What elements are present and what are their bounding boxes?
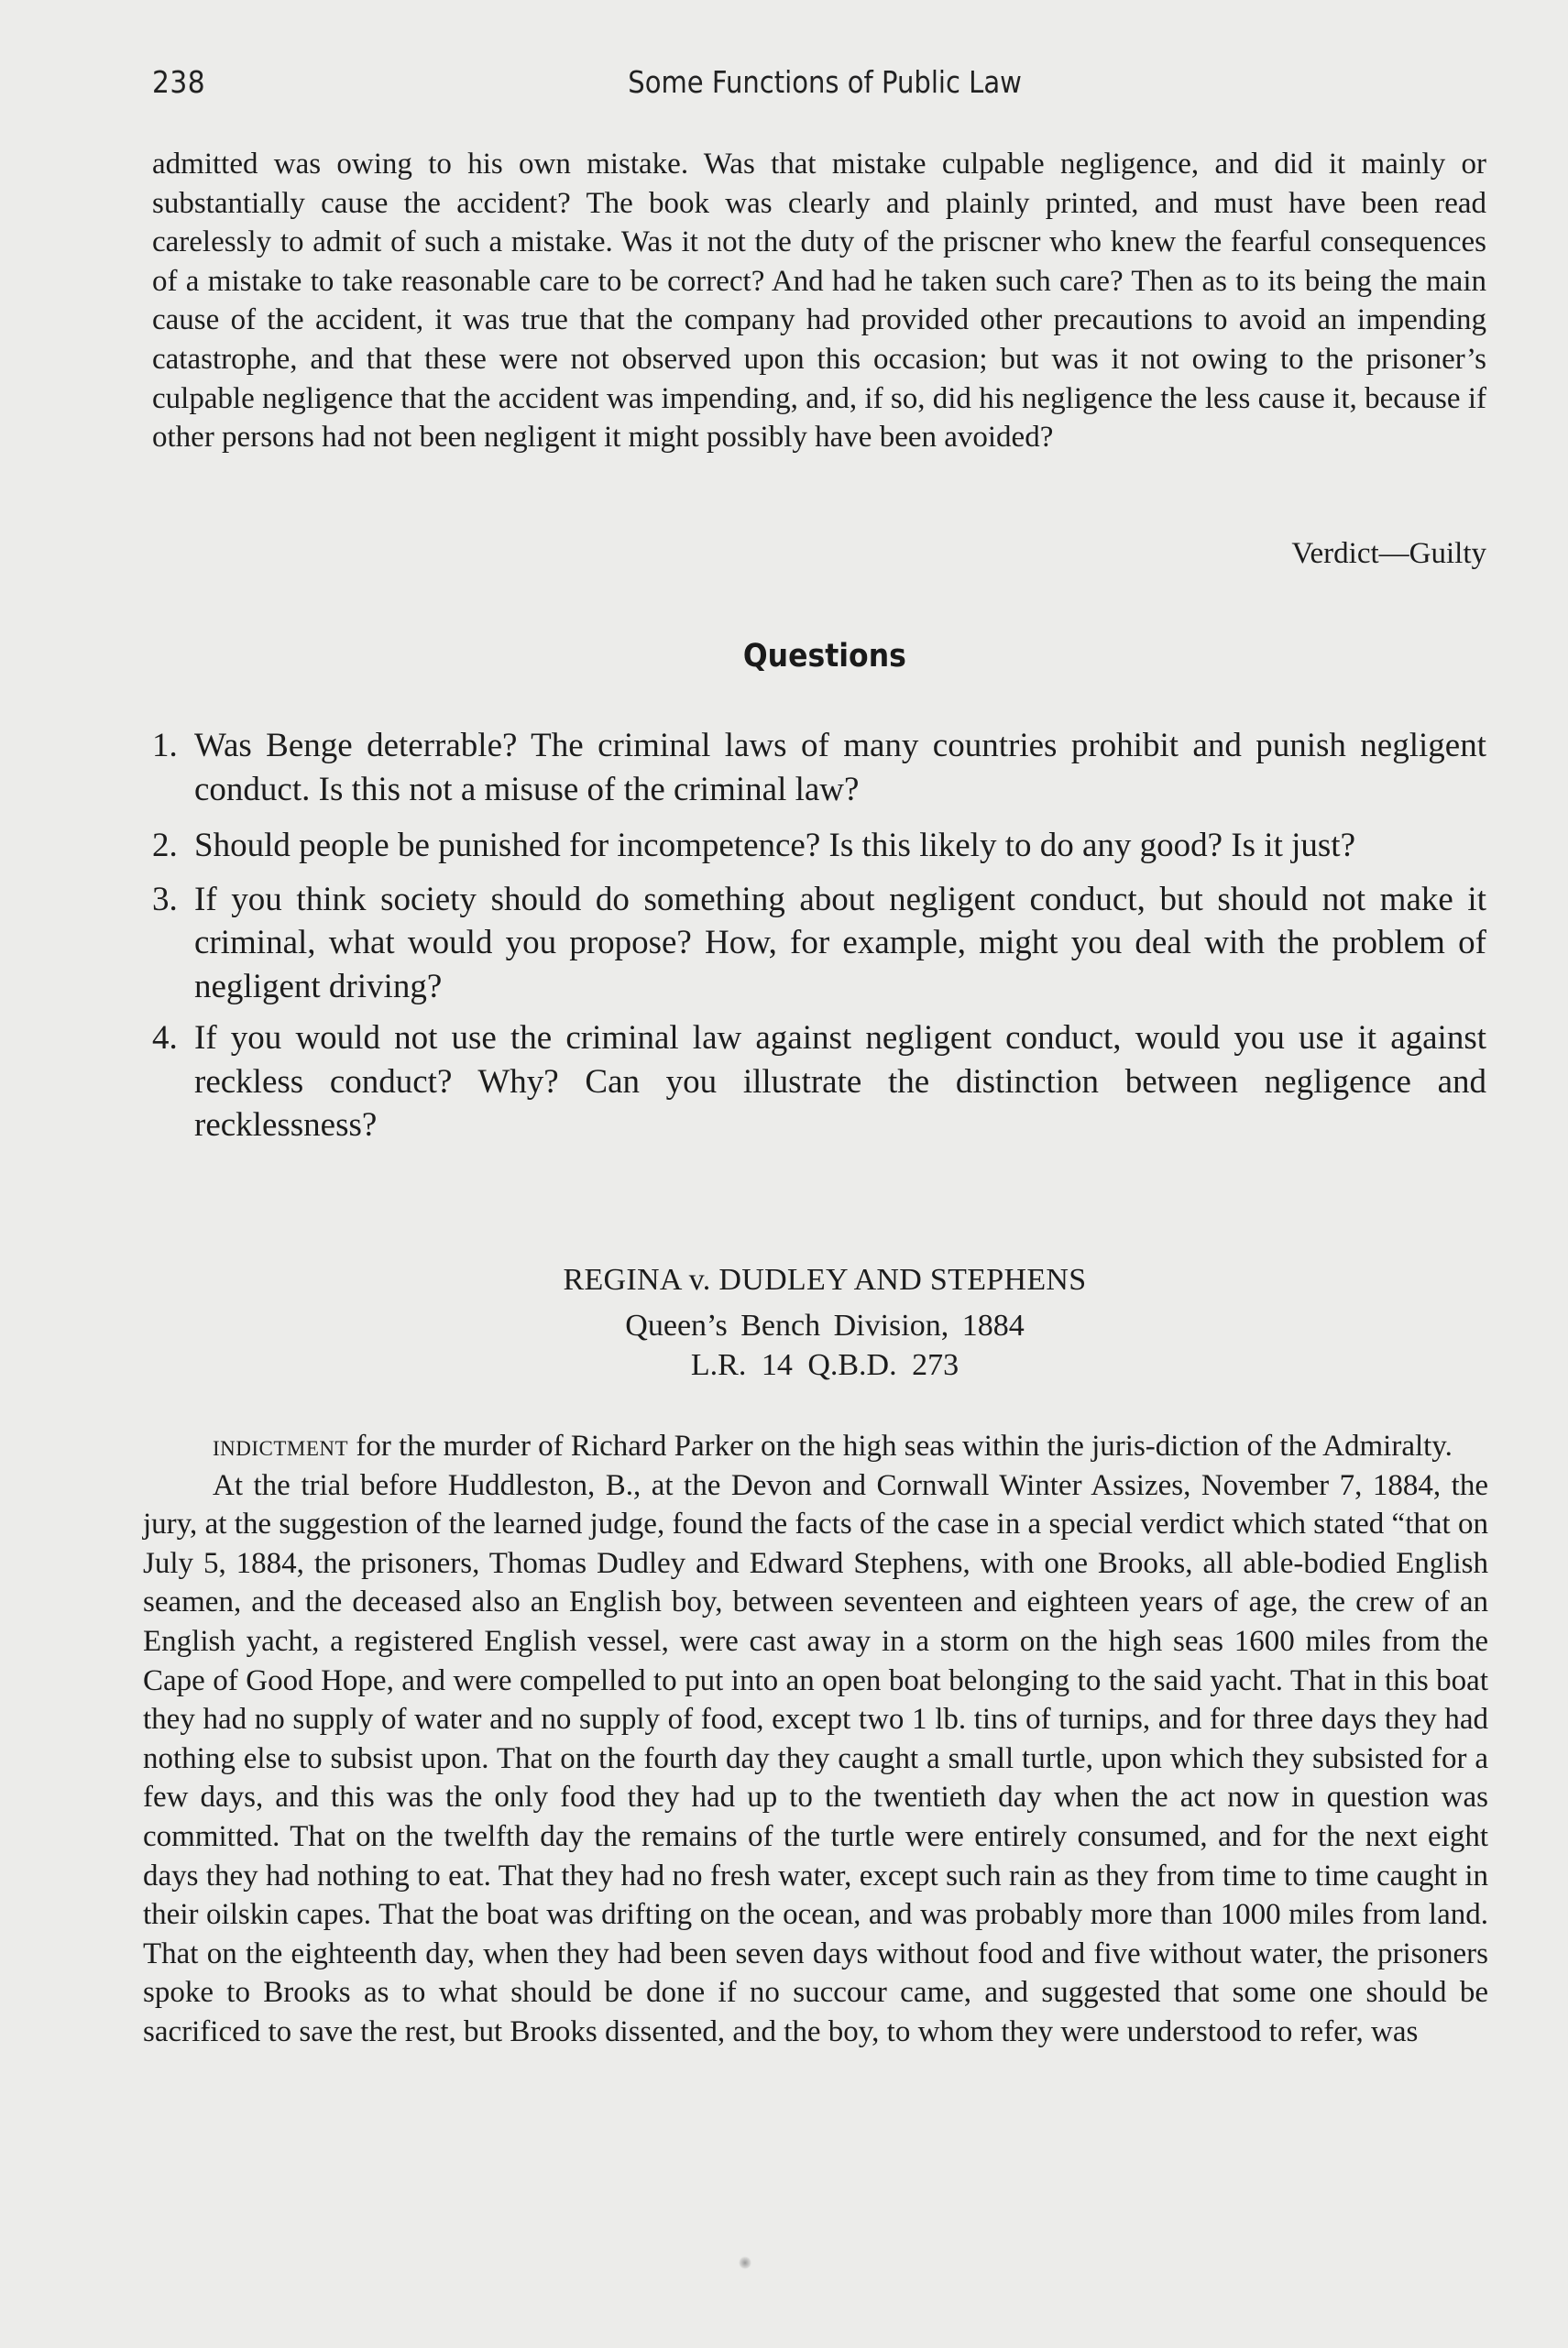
intro-section bbox=[152, 145, 1486, 457]
question-text: If you think society should do something about negligent conduct, but should not make it criminal, what would you propose? How, for example, might you deal with the problem of negligent driving? bbox=[194, 880, 1486, 1005]
questions-heading-text: Questions bbox=[742, 638, 906, 675]
case-body bbox=[143, 1427, 1488, 2052]
question-item bbox=[152, 1016, 1486, 1147]
question-item bbox=[152, 724, 1486, 811]
question-item bbox=[152, 824, 1486, 868]
indictment-text: for the murder of Richard Parker on the high seas within the juris-diction of the Admiralty. bbox=[348, 1430, 1453, 1463]
question-item bbox=[152, 878, 1486, 1009]
question-text: If you would not use the criminal law against negligent conduct, would you use it against reckless conduct? Why? Can you illustrate the distinction between negligence and recklessness? bbox=[194, 1019, 1486, 1144]
scan-smudge bbox=[739, 2256, 751, 2269]
questions-heading bbox=[0, 638, 1568, 675]
case-title: REGINA v. DUDLEY AND STEPHENS bbox=[563, 1263, 1087, 1297]
case-citation: L.R. 14 Q.B.D. 273 bbox=[690, 1348, 959, 1382]
question-text: Should people be punished for incompetence? Is this likely to do any good? Is it just? bbox=[194, 827, 1355, 864]
questions-list bbox=[152, 724, 1486, 1151]
running-head bbox=[0, 64, 1568, 100]
question-number: 1. bbox=[152, 727, 178, 764]
indictment-label: indictment bbox=[213, 1430, 349, 1463]
question-number: 3. bbox=[152, 880, 178, 918]
case-court: Queen’s Bench Division, 1884 bbox=[625, 1309, 1025, 1343]
running-head-text: Some Functions of Public Law bbox=[628, 64, 1022, 100]
question-text: Was Benge deterrable? The criminal laws of many countries prohibit and punish negligent conduct. Is this not a misuse of the criminal law? bbox=[194, 727, 1486, 808]
trial-paragraph: At the trial before Huddleston, B., at the Devon and Cornwall Winter Assizes, November 7, 1884, the jury, at the suggestion of the learned judge, found the facts of the case in a special verdict which stated “that on July 5, 1884, the prisoners, Thomas Dudley and Edward Stephens, with one Brooks, all able-bodied English seamen, and the deceased also an English boy, between seventeen and eighteen years of age, the crew of an English yacht, a registered English vessel, were cast away in a storm on the high seas 1600 miles from the Cape of Good Hope, and were compelled to put into an open boat belonging to the said yacht. That in this boat they had no supply of water and no supply of food, except two 1 lb. tins of turnips, and for three days they had nothing else to subsist upon. That on the fourth day they caught a small turtle, upon which they subsisted for a few days, and this was the only food they had up to the twentieth day when the act now in question was committed. That on the twelfth day the remains of the turtle were entirely consumed, and for the next eight days they had nothing to eat. That they had no fresh water, except such rain as they from time to time caught in their oilskin capes. That the boat was drifting on the ocean, and was probably more than 1000 miles from land. That on the eighteenth day, when they had been seven days without food and five without water, the prisoners spoke to Brooks as to what should be done if no succour came, and suggested that some one should be sacrificed to save the rest, but Brooks dissented, and the boy, to whom they were understood to refer, was bbox=[143, 1468, 1488, 2048]
intro-paragraph: admitted was owing to his own mistake. Was that mistake culpable negligence, and did it mainly or substantially cause the accident? The book was clearly and plainly printed, and must have been read carelessly to admit of such a mistake. Was it not the duty of the priscner who knew the fearful consequences of a mistake to take reasonable care to be correct? And had he taken such care? Then as to its being the main cause of the accident, it was true that the company had provided other precautions to avoid an impending catastrophe, and that these were not observed upon this occasion; but was it not owing to the prisoner’s culpable negligence that the accident was impending, and, if so, did his negligence the less cause it, because if other persons had not been negligent it might possibly have been avoided? bbox=[152, 148, 1486, 455]
indictment-paragraph bbox=[143, 1427, 1488, 1466]
question-number: 2. bbox=[152, 827, 178, 864]
question-number: 4. bbox=[152, 1019, 178, 1057]
page-number: 238 bbox=[152, 64, 206, 100]
verdict: Verdict—Guilty bbox=[1291, 537, 1486, 570]
